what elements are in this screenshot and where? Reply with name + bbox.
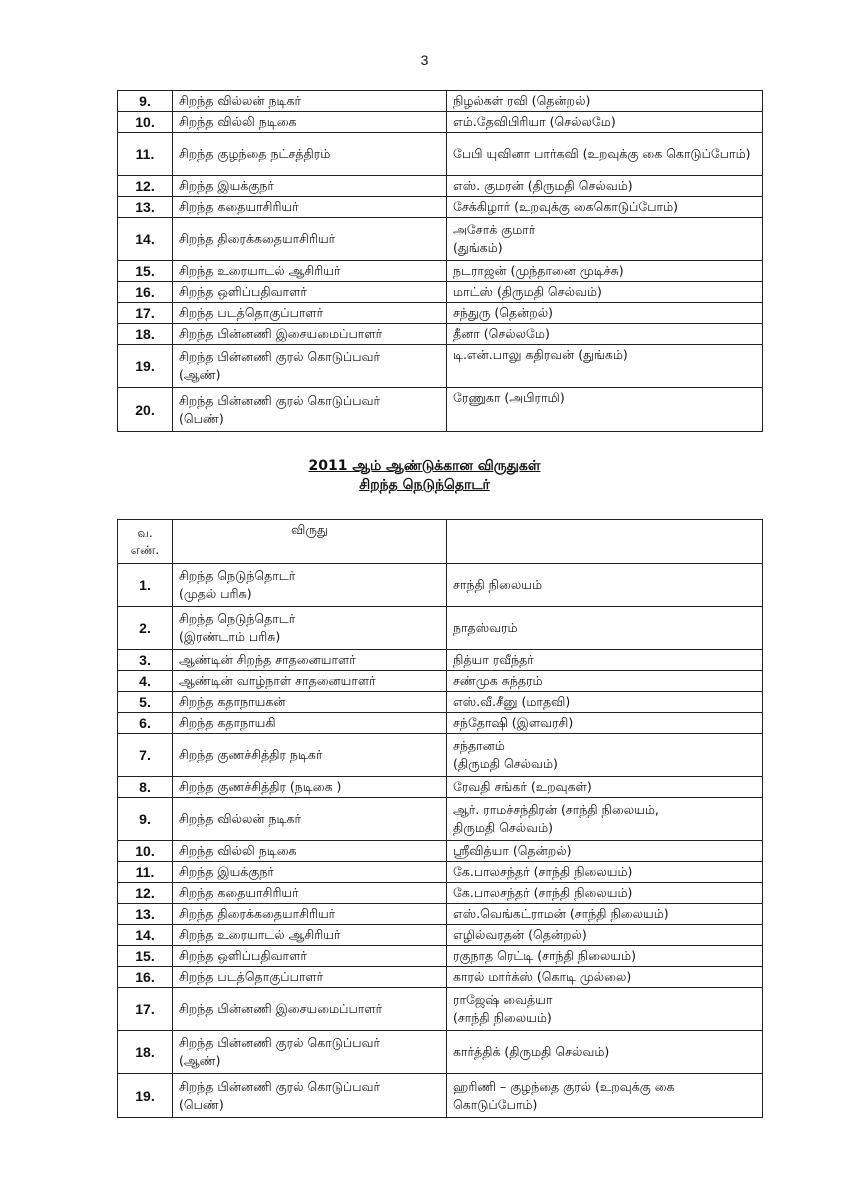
winner-line: சண்முக சுந்தரம் bbox=[453, 673, 543, 688]
winner-line: எழில்வரதன் (தென்றல்) bbox=[453, 927, 587, 942]
winner-line: ஆர். ராமச்சந்திரன் (சாந்தி நிலையம், bbox=[453, 802, 659, 817]
winner bbox=[447, 967, 763, 988]
serial-number: 13. bbox=[118, 904, 173, 925]
winner bbox=[447, 777, 763, 798]
award-name bbox=[173, 650, 447, 671]
serial-number: 11. bbox=[118, 862, 173, 883]
table-row bbox=[118, 133, 763, 176]
table-row bbox=[118, 734, 763, 777]
table-row bbox=[118, 607, 763, 650]
winner bbox=[447, 946, 763, 967]
table-header-row bbox=[118, 520, 763, 564]
winner-line: எஸ்.வீ.சீனு (மாதவி) bbox=[453, 694, 571, 709]
serial-number: 19. bbox=[118, 1074, 173, 1118]
award-name-line: சிறந்த படத்தொகுப்பாளர் bbox=[179, 305, 324, 320]
winner bbox=[447, 176, 763, 197]
winner-line: பேபி யுவினா பார்கவி (உறவுக்கு கை கொடுப்போம்) bbox=[453, 146, 751, 161]
award-name bbox=[173, 564, 447, 607]
header-winner bbox=[447, 520, 763, 564]
table-row bbox=[118, 282, 763, 303]
winner-line: எஸ்.வெங்கட்ராமன் (சாந்தி நிலையம்) bbox=[453, 906, 669, 921]
serial-number: 7. bbox=[118, 734, 173, 777]
table-row bbox=[118, 692, 763, 713]
award-name-line: சிறந்த நெடுந்தொடர் bbox=[179, 611, 296, 626]
award-name-line: சிறந்த உரையாடல் ஆசிரியர் bbox=[179, 263, 341, 278]
award-name-line: சிறந்த குணச்சித்திர நடிகர் bbox=[179, 747, 323, 762]
winner bbox=[447, 324, 763, 345]
winner-line: ஹரிணி – குழந்தை குரல் (உறவுக்கு கை கொடுப்போம்) bbox=[453, 1078, 675, 1112]
winner-line: கார்த்திக் (திருமதி செல்வம்) bbox=[453, 1044, 610, 1059]
winner bbox=[447, 862, 763, 883]
award-name bbox=[173, 197, 447, 218]
winner-line: ஸ்ரீவித்யா (தென்றல்) bbox=[453, 843, 572, 858]
serial-number: 15. bbox=[118, 946, 173, 967]
serial-number: 2. bbox=[118, 607, 173, 650]
award-name bbox=[173, 1031, 447, 1074]
award-name bbox=[173, 883, 447, 904]
award-name bbox=[173, 261, 447, 282]
winner-line: (திருமதி செல்வம்) bbox=[453, 756, 558, 771]
winner bbox=[447, 1074, 763, 1118]
table-row bbox=[118, 564, 763, 607]
serial-number: 10. bbox=[118, 841, 173, 862]
table-row bbox=[118, 91, 763, 112]
winner bbox=[447, 218, 763, 261]
table-row bbox=[118, 713, 763, 734]
award-name bbox=[173, 282, 447, 303]
table-row bbox=[118, 303, 763, 324]
award-name-line: சிறந்த இயக்குநர் bbox=[179, 178, 274, 193]
winner-line: சந்தானம் bbox=[453, 738, 505, 753]
winner-line: எம்.தேவிபிரியா (செல்லமே) bbox=[453, 114, 616, 129]
serial-number: 14. bbox=[118, 925, 173, 946]
header-serial-number bbox=[118, 520, 173, 564]
serial-number: 9. bbox=[118, 798, 173, 841]
serial-number: 20. bbox=[118, 388, 173, 432]
serial-number: 16. bbox=[118, 967, 173, 988]
table-row bbox=[118, 324, 763, 345]
table-row bbox=[118, 777, 763, 798]
winner-line: ரேணுகா (அபிராமி) bbox=[453, 390, 565, 405]
winner bbox=[447, 925, 763, 946]
award-name-line: சிறந்த திரைக்கதையாசிரியர் bbox=[179, 231, 336, 246]
award-name-line: சிறந்த பின்னணி குரல் கொடுப்பவர் bbox=[179, 1035, 380, 1050]
award-name-line: சிறந்த குணச்சித்திர (நடிகை ) bbox=[179, 779, 342, 794]
table-row bbox=[118, 798, 763, 841]
award-name-line: சிறந்த உரையாடல் ஆசிரியர் bbox=[179, 927, 341, 942]
serial-number: 16. bbox=[118, 282, 173, 303]
table-row bbox=[118, 841, 763, 862]
table-row bbox=[118, 946, 763, 967]
winner bbox=[447, 841, 763, 862]
winner bbox=[447, 564, 763, 607]
serial-number: 6. bbox=[118, 713, 173, 734]
serial-number: 4. bbox=[118, 671, 173, 692]
winner bbox=[447, 345, 763, 388]
award-name bbox=[173, 303, 447, 324]
table-row bbox=[118, 197, 763, 218]
table-row bbox=[118, 345, 763, 388]
serial-number: 13. bbox=[118, 197, 173, 218]
winner-line: தீனா (செல்லமே) bbox=[453, 326, 550, 341]
serial-number: 18. bbox=[118, 324, 173, 345]
table-row bbox=[118, 650, 763, 671]
winner bbox=[447, 303, 763, 324]
winner bbox=[447, 988, 763, 1031]
awards-table-2011 bbox=[117, 519, 763, 1118]
winner bbox=[447, 798, 763, 841]
award-name bbox=[173, 176, 447, 197]
winner-line: திருமதி செல்வம்) bbox=[453, 820, 554, 835]
serial-number: 10. bbox=[118, 112, 173, 133]
award-name bbox=[173, 692, 447, 713]
serial-number: 19. bbox=[118, 345, 173, 388]
award-name-line: சிறந்த பின்னணி குரல் கொடுப்பவர் bbox=[179, 1078, 380, 1094]
table-row bbox=[118, 904, 763, 925]
page-number: 3 bbox=[420, 52, 429, 68]
award-name bbox=[173, 862, 447, 883]
award-name bbox=[173, 671, 447, 692]
table-row bbox=[118, 261, 763, 282]
winner bbox=[447, 671, 763, 692]
award-name bbox=[173, 777, 447, 798]
award-name-line: சிறந்த வில்லன் நடிகர் bbox=[179, 811, 301, 826]
award-name-line: சிறந்த பின்னணி குரல் கொடுப்பவர் bbox=[179, 349, 380, 364]
table-row bbox=[118, 862, 763, 883]
winner bbox=[447, 388, 763, 432]
award-name-line: (பெண்) bbox=[179, 410, 224, 426]
winner-line: காரல் மார்க்ஸ் (கொடி முல்லை) bbox=[453, 969, 632, 984]
award-name bbox=[173, 388, 447, 432]
winner-line: நித்யா ரவீந்தர் bbox=[453, 652, 534, 667]
table-row bbox=[118, 218, 763, 261]
award-name-line: சிறந்த கதாநாயகி bbox=[179, 715, 276, 730]
award-name-line: சிறந்த வில்லி நடிகை bbox=[179, 843, 297, 858]
table-row bbox=[118, 1074, 763, 1118]
winner bbox=[447, 197, 763, 218]
serial-number: 17. bbox=[118, 303, 173, 324]
winner bbox=[447, 607, 763, 650]
award-name bbox=[173, 607, 447, 650]
award-name-line: (பெண்) bbox=[179, 1096, 224, 1112]
winner-line: மாட்ஸ் (திருமதி செல்வம்) bbox=[453, 284, 602, 299]
table-row bbox=[118, 988, 763, 1031]
winner-line: கே.பாலசந்தர் (சாந்தி நிலையம்) bbox=[453, 885, 633, 900]
table-row bbox=[118, 1031, 763, 1074]
header-award: விருது bbox=[173, 520, 447, 564]
winner-line: ராஜேஷ் வைத்யா bbox=[453, 992, 553, 1007]
table-row bbox=[118, 925, 763, 946]
serial-number: 12. bbox=[118, 883, 173, 904]
award-name-line: சிறந்த வில்லி நடிகை bbox=[179, 114, 297, 129]
winner-line: ரகுநாத ரெட்டி (சாந்தி நிலையம்) bbox=[453, 948, 636, 963]
award-name bbox=[173, 925, 447, 946]
award-name bbox=[173, 734, 447, 777]
award-name bbox=[173, 988, 447, 1031]
header-serial-line1: வ. bbox=[137, 525, 153, 540]
award-name bbox=[173, 324, 447, 345]
serial-number: 14. bbox=[118, 218, 173, 261]
award-name-line: சிறந்த பின்னணி இசையமைப்பாளர் bbox=[179, 1001, 383, 1016]
award-name-line: சிறந்த படத்தொகுப்பாளர் bbox=[179, 969, 324, 984]
winner-line: கே.பாலசந்தர் (சாந்தி நிலையம்) bbox=[453, 864, 633, 879]
serial-number: 9. bbox=[118, 91, 173, 112]
award-name bbox=[173, 1074, 447, 1118]
award-name bbox=[173, 841, 447, 862]
award-name-line: சிறந்த பின்னணி குரல் கொடுப்பவர் bbox=[179, 392, 380, 408]
award-name-line: (ஆண்) bbox=[179, 367, 221, 382]
winner bbox=[447, 133, 763, 176]
award-name-line: சிறந்த குழந்தை நட்சத்திரம் bbox=[179, 146, 331, 161]
winner bbox=[447, 713, 763, 734]
award-name-line: சிறந்த கதையாசிரியர் bbox=[179, 199, 299, 214]
winner-line: சாந்தி நிலையம் bbox=[453, 577, 543, 592]
table-row bbox=[118, 671, 763, 692]
serial-number: 18. bbox=[118, 1031, 173, 1074]
section-title: 2011 ஆம் ஆண்டுக்கான விருதுகள் bbox=[308, 458, 541, 474]
section-heading bbox=[0, 457, 849, 495]
awards-table-continued bbox=[117, 90, 763, 432]
table-row bbox=[118, 176, 763, 197]
winner bbox=[447, 734, 763, 777]
winner-line: (துங்கம்) bbox=[453, 240, 503, 255]
serial-number: 5. bbox=[118, 692, 173, 713]
winner bbox=[447, 650, 763, 671]
award-name-line: (முதல் பரிசு) bbox=[179, 586, 252, 601]
winner-line: ரேவதி சங்கர் (உறவுகள்) bbox=[453, 779, 592, 794]
award-name bbox=[173, 967, 447, 988]
award-name-line: சிறந்த ஒளிப்பதிவாளர் bbox=[179, 948, 307, 963]
award-name-line: சிறந்த கதையாசிரியர் bbox=[179, 885, 299, 900]
award-name-line: சிறந்த பின்னணி இசையமைப்பாளர் bbox=[179, 326, 383, 341]
winner-line: (சாந்தி நிலையம்) bbox=[453, 1010, 552, 1025]
winner bbox=[447, 1031, 763, 1074]
serial-number: 17. bbox=[118, 988, 173, 1031]
serial-number: 1. bbox=[118, 564, 173, 607]
winner bbox=[447, 261, 763, 282]
table-row bbox=[118, 883, 763, 904]
award-name bbox=[173, 713, 447, 734]
serial-number: 11. bbox=[118, 133, 173, 176]
winner-line: நாதஸ்வரம் bbox=[453, 620, 518, 635]
serial-number: 12. bbox=[118, 176, 173, 197]
serial-number: 8. bbox=[118, 777, 173, 798]
award-name-line: (ஆண்) bbox=[179, 1053, 221, 1068]
table-row bbox=[118, 967, 763, 988]
winner-line: சேக்கிழார் (உறவுக்கு கைகொடுப்போம்) bbox=[453, 199, 678, 214]
award-name-line: சிறந்த இயக்குநர் bbox=[179, 864, 274, 879]
award-name-line: சிறந்த திரைக்கதையாசிரியர் bbox=[179, 906, 336, 921]
award-name-line: சிறந்த கதாநாயகன் bbox=[179, 694, 286, 709]
award-name-line: சிறந்த வில்லன் நடிகர் bbox=[179, 93, 301, 108]
table-row bbox=[118, 112, 763, 133]
winner bbox=[447, 692, 763, 713]
winner bbox=[447, 282, 763, 303]
winner-line: அசோக் குமார் bbox=[453, 222, 536, 237]
winner-line: சந்தோஷி (இளவரசி) bbox=[453, 715, 574, 730]
table-row bbox=[118, 388, 763, 432]
award-name-line: சிறந்த நெடுந்தொடர் bbox=[179, 568, 296, 583]
winner-line: நடராஜன் (முந்தானை முடிச்சு) bbox=[453, 263, 624, 278]
winner bbox=[447, 904, 763, 925]
award-name bbox=[173, 345, 447, 388]
award-name bbox=[173, 91, 447, 112]
award-name bbox=[173, 218, 447, 261]
winner bbox=[447, 112, 763, 133]
winner-line: எஸ். குமரன் (திருமதி செல்வம்) bbox=[453, 178, 633, 193]
winner bbox=[447, 91, 763, 112]
winner-line: சந்துரு (தென்றல்) bbox=[453, 305, 553, 320]
award-name-line: ஆண்டின் வாழ்நாள் சாதனையாளர் bbox=[179, 673, 376, 688]
winner-line: டி.என்.பாலு கதிரவன் (துங்கம்) bbox=[453, 347, 628, 362]
section-subtitle: சிறந்த நெடுந்தொடர் bbox=[359, 477, 490, 493]
award-name bbox=[173, 112, 447, 133]
award-name-line: சிறந்த ஒளிப்பதிவாளர் bbox=[179, 284, 307, 299]
award-name bbox=[173, 904, 447, 925]
award-name-line: (இரண்டாம் பரிசு) bbox=[179, 629, 281, 644]
serial-number: 3. bbox=[118, 650, 173, 671]
award-name bbox=[173, 946, 447, 967]
winner bbox=[447, 883, 763, 904]
award-name-line: ஆண்டின் சிறந்த சாதனையாளர் bbox=[179, 652, 356, 667]
winner-line: நிழல்கள் ரவி (தென்றல்) bbox=[453, 93, 591, 108]
header-serial-line2: எண். bbox=[130, 542, 160, 557]
serial-number: 15. bbox=[118, 261, 173, 282]
award-name bbox=[173, 798, 447, 841]
award-name bbox=[173, 133, 447, 176]
